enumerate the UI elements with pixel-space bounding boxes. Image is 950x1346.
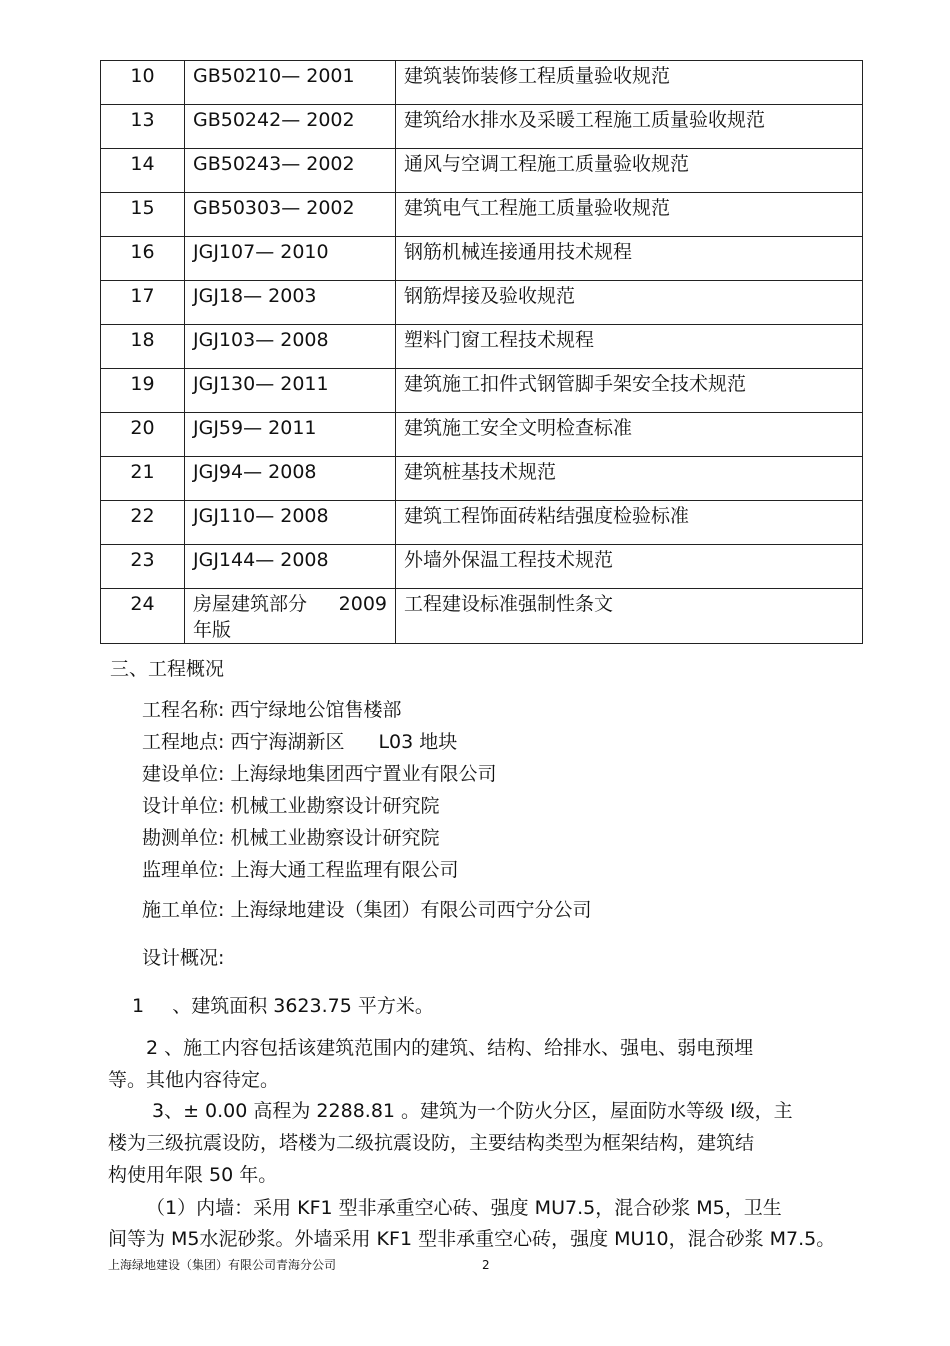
- standard-name: 外墙外保温工程技术规范: [396, 545, 863, 589]
- table-row: [101, 105, 863, 149]
- table-row: [101, 325, 863, 369]
- info-label: 工程地点:: [142, 731, 225, 753]
- info-value: 西宁海湖新区: [230, 731, 345, 753]
- standard-code: JGJ94— 2008: [185, 457, 396, 501]
- info-line: [142, 898, 591, 922]
- info-label: 工程名称:: [142, 699, 225, 721]
- info-label: 勘测单位:: [142, 827, 225, 849]
- standards-table: [100, 60, 863, 644]
- standard-code-line2: 年版: [193, 619, 232, 641]
- item-3-line-1: 3、± 0.00 高程为 2288.81 。建筑为一个防火分区，屋面防水等级 Ⅰ级，主: [152, 1100, 793, 1122]
- standard-code: GB50242— 2002: [185, 105, 396, 149]
- design-heading: 设计概况:: [142, 947, 225, 969]
- info-value: 上海绿地集团西宁置业有限公司: [230, 763, 497, 785]
- standard-code: GB50303— 2002: [185, 193, 396, 237]
- standard-name: 钢筋机械连接通用技术规程: [396, 237, 863, 281]
- item-4-line-2: 间等为 M5水泥砂浆。外墙采用 KF1 型非承重空心砖，强度 MU10，混合砂浆 M7.5。: [108, 1228, 836, 1250]
- info-value: 机械工业勘察设计研究院: [230, 795, 440, 817]
- row-number: 21: [101, 457, 185, 501]
- item-1: [132, 994, 434, 1018]
- item-3-line-3: 构使用年限 50 年。: [108, 1164, 278, 1186]
- standard-code: JGJ130— 2011: [185, 369, 396, 413]
- info-line: [142, 762, 496, 786]
- standard-name: 建筑施工扣件式钢管脚手架安全技术规范: [396, 369, 863, 413]
- page-number: 2: [482, 1258, 490, 1272]
- table-row: [101, 545, 863, 589]
- section-heading: 三、工程概况: [110, 658, 225, 680]
- row-number: 18: [101, 325, 185, 369]
- row-number: 20: [101, 413, 185, 457]
- standard-name: 钢筋焊接及验收规范: [396, 281, 863, 325]
- standard-code-part: 房屋建筑部分: [193, 593, 308, 615]
- table-row: [101, 457, 863, 501]
- standard-code: JGJ103— 2008: [185, 325, 396, 369]
- row-number: 24: [101, 589, 185, 644]
- standard-name: 建筑给水排水及采暖工程施工质量验收规范: [396, 105, 863, 149]
- item-3-line-2: 楼为三级抗震设防，塔楼为二级抗震设防，主要结构类型为框架结构，建筑结: [108, 1132, 755, 1154]
- standard-code: GB50243— 2002: [185, 149, 396, 193]
- item-4-line-1: （1）内墙：采用 KF1 型非承重空心砖、强度 MU7.5，混合砂浆 M5，卫生: [146, 1197, 782, 1219]
- standard-name: 建筑施工安全文明检查标准: [396, 413, 863, 457]
- info-line: [142, 826, 439, 850]
- table-row: [101, 501, 863, 545]
- table-row: [101, 193, 863, 237]
- standard-code-year: 2009: [338, 593, 387, 615]
- standard-name: 塑料门窗工程技术规程: [396, 325, 863, 369]
- row-number: 13: [101, 105, 185, 149]
- standard-code: JGJ107— 2010: [185, 237, 396, 281]
- standard-code: JGJ18— 2003: [185, 281, 396, 325]
- table-row: [101, 149, 863, 193]
- info-label: 监理单位:: [142, 859, 225, 881]
- table-row: [101, 237, 863, 281]
- standard-code: [185, 589, 396, 644]
- item-2-line-1: 2 、施工内容包括该建筑范围内的建筑、结构、给排水、强电、弱电预埋: [146, 1037, 754, 1059]
- row-number: 15: [101, 193, 185, 237]
- item-2-line-2: 等。其他内容待定。: [108, 1069, 280, 1091]
- standard-code: JGJ59— 2011: [185, 413, 396, 457]
- standard-code: JGJ144— 2008: [185, 545, 396, 589]
- row-number: 19: [101, 369, 185, 413]
- table-row: [101, 589, 863, 644]
- row-number: 10: [101, 61, 185, 105]
- row-number: 16: [101, 237, 185, 281]
- info-value: 上海绿地建设（集团）有限公司西宁分公司: [230, 899, 592, 921]
- info-value: 西宁绿地公馆售楼部: [230, 699, 402, 721]
- standard-name: 工程建设标准强制性条文: [396, 589, 863, 644]
- info-line: [142, 858, 458, 882]
- standard-name: 建筑工程饰面砖粘结强度检验标准: [396, 501, 863, 545]
- row-number: 22: [101, 501, 185, 545]
- standard-name: 建筑电气工程施工质量验收规范: [396, 193, 863, 237]
- info-line: [142, 698, 401, 722]
- table-row: [101, 413, 863, 457]
- standard-code: GB50210— 2001: [185, 61, 396, 105]
- footer-company: 上海绿地建设（集团）有限公司青海分公司: [108, 1258, 337, 1272]
- info-label: 设计单位:: [142, 795, 225, 817]
- table-row: [101, 369, 863, 413]
- item-number: 1: [132, 995, 145, 1017]
- standard-name: 建筑装饰装修工程质量验收规范: [396, 61, 863, 105]
- info-value-plot: L03 地块: [378, 731, 458, 753]
- item-text: 、建筑面积 3623.75 平方米。: [172, 995, 434, 1017]
- standard-name: 建筑桩基技术规范: [396, 457, 863, 501]
- info-value: 上海大通工程监理有限公司: [230, 859, 459, 881]
- standard-name: 通风与空调工程施工质量验收规范: [396, 149, 863, 193]
- standard-code: JGJ110— 2008: [185, 501, 396, 545]
- info-label: 施工单位:: [142, 899, 225, 921]
- row-number: 23: [101, 545, 185, 589]
- info-label: 建设单位:: [142, 763, 225, 785]
- info-line: [142, 794, 439, 818]
- info-value: 机械工业勘察设计研究院: [230, 827, 440, 849]
- table-row: [101, 61, 863, 105]
- info-line: [142, 730, 457, 754]
- row-number: 17: [101, 281, 185, 325]
- table-row: [101, 281, 863, 325]
- row-number: 14: [101, 149, 185, 193]
